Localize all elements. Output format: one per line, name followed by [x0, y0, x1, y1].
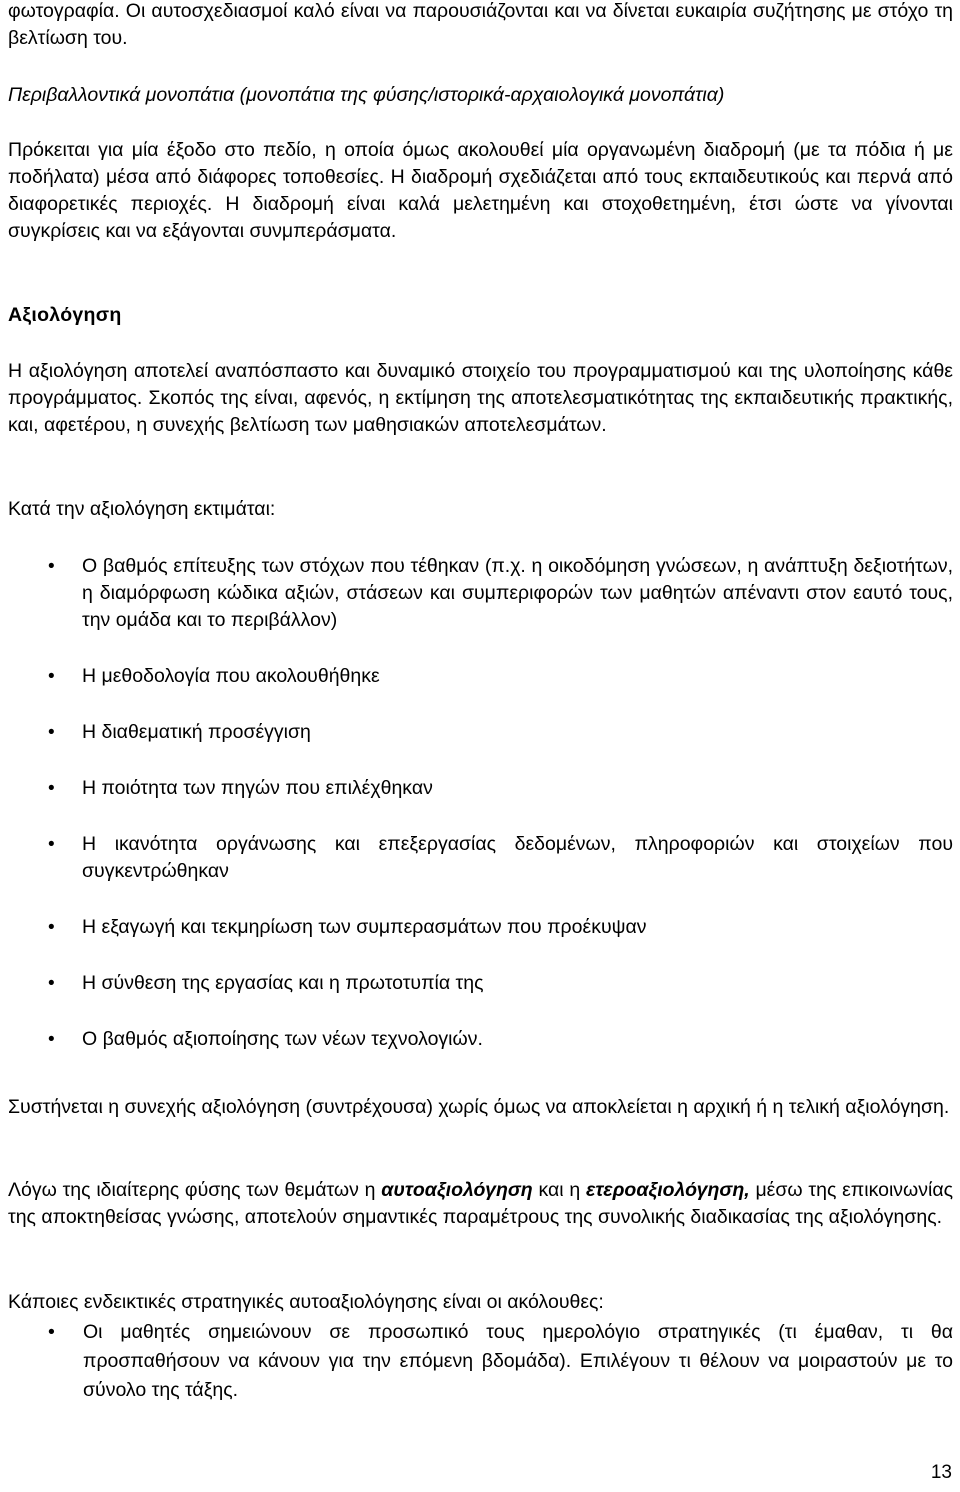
self-assessment-term: αυτοαξιολόγηση [381, 1179, 533, 1201]
strategies-lead: Κάποιες ενδεικτικές στρατηγικές αυτοαξιολόγησης είναι οι ακόλουθες: [8, 1291, 604, 1313]
strategies-list [8, 1318, 953, 1405]
criterion-text: Η εξαγωγή και τεκμηρίωση των συμπερασμάτων που προέκυψαν [82, 916, 647, 938]
section-body-trails: Πρόκειται για μία έξοδο στο πεδίο, η οποία όμως ακολουθεί μία οργανωμένη διαδρομή (με τα πόδια ή με ποδήλατα) μέσα από διάφορες τοποθεσίες. Η διαδρομή σχεδιάζεται από τους εκπαιδευτικούς και περνά από διαφορετικές περιοχές. Η διαδρομή είναι καλά μελετημένη και στοχοθετημένη, έτσι ώστε να γίνονται συγκρίσεις και να εξάγονται συνμπεράσματα. [8, 139, 953, 242]
criterion-text: Η μεθοδολογία που ακολουθήθηκε [82, 665, 380, 687]
top-paragraph: φωτογραφία. Οι αυτοσχεδιασμοί καλό είναι να παρουσιάζονται και να δίνεται ευκαιρία συζήτησης με στόχο τη βελτίωση του. [8, 0, 953, 49]
criterion-text: Ο βαθμός αξιοποίησης των νέων τεχνολογιών. [82, 1028, 483, 1050]
bullet-icon: • [48, 1321, 55, 1343]
list-item [8, 719, 953, 746]
bullet-icon: • [48, 917, 55, 938]
strategy-text: Οι μαθητές σημειώνουν σε προσωπικό τους ημερολόγιο στρατηγικές (τι έμαθαν, τι θα προσπαθήσουν να κάνουν για την επόμενη βδομάδα). Επιλέγουν τι θέλουν να μοιραστούν με το σύνολο της τάξης. [83, 1321, 953, 1401]
bullet-icon: • [48, 973, 55, 994]
list-item [8, 1026, 953, 1053]
self-peer-assessment-paragraph [8, 1177, 953, 1231]
peer-assessment-term: ετεροαξιολόγηση, [585, 1179, 750, 1201]
bullet-icon: • [48, 722, 55, 743]
continuous-evaluation-paragraph: Συστήνεται η συνεχής αξιολόγηση (συντρέχουσα) χωρίς όμως να αποκλείεται η αρχική ή η τελική αξιολόγηση. [8, 1096, 950, 1118]
bullet-icon: • [48, 666, 55, 687]
list-item [8, 1318, 953, 1405]
list-item [8, 775, 953, 802]
bullet-icon: • [48, 556, 55, 577]
page-number: 13 [930, 1462, 952, 1483]
criterion-text: Ο βαθμός επίτευξης των στόχων που τέθηκαν (π.χ. η οικοδόμηση γνώσεων, η ανάπτυξη δεξιοτήτων, η διαμόρφωση κώδικα αξιών, στάσεων και συμπεριφορών των μαθητών απέναντι στον εαυτό τους, την ομάδα και το περιβάλλον) [82, 555, 953, 631]
list-item [8, 663, 953, 690]
list-item [8, 831, 953, 885]
bullet-icon: • [48, 834, 55, 855]
bullet-icon: • [48, 1029, 55, 1050]
nature-before-text: Λόγω της ιδιαίτερης φύσης των θεμάτων η [8, 1179, 382, 1201]
evaluation-intro: Η αξιολόγηση αποτελεί αναπόσπαστο και δυναμικό στοιχείο του προγραμματισμού και της υλοποίησης κάθε προγράμματος. Σκοπός της είναι, αφενός, η εκτίμηση της αποτελεσματικότητας της εκπαιδευτικής πρακτικής, και, αφετέρου, η συνεχής βελτίωση των μαθησιακών αποτελεσμάτων. [8, 360, 953, 436]
evaluation-criteria-list [8, 553, 953, 1053]
section-title-trails: Περιβαλλοντικά μονοπάτια (μονοπάτια της φύσης/ιστορικά-αρχαιολογικά μονοπάτια) [8, 84, 725, 106]
criterion-text: Η ικανότητα οργάνωσης και επεξεργασίας δεδομένων, πληροφοριών και στοιχείων που συγκεντρώθηκαν [82, 833, 953, 882]
bullet-icon: • [48, 778, 55, 799]
evaluation-list-lead: Κατά την αξιολόγηση εκτιμάται: [8, 498, 276, 520]
list-item [8, 553, 953, 634]
list-item [8, 914, 953, 941]
nature-middle-text: και η [532, 1179, 586, 1201]
criterion-text: Η ποιότητα των πηγών που επιλέχθηκαν [82, 777, 433, 799]
criterion-text: Η σύνθεση της εργασίας και η πρωτοτυπία της [82, 972, 484, 994]
list-item [8, 970, 953, 997]
nature-after-text: μέσω της επικοινωνίας της αποκτηθείσας γνώσης, αποτελούν σημαντικές παραμέτρους της συνολικής διαδικασίας της αξιολόγησης. [8, 1179, 954, 1228]
criterion-text: Η διαθεματική προσέγγιση [82, 721, 311, 743]
section-title-evaluation: Αξιολόγηση [8, 304, 122, 326]
